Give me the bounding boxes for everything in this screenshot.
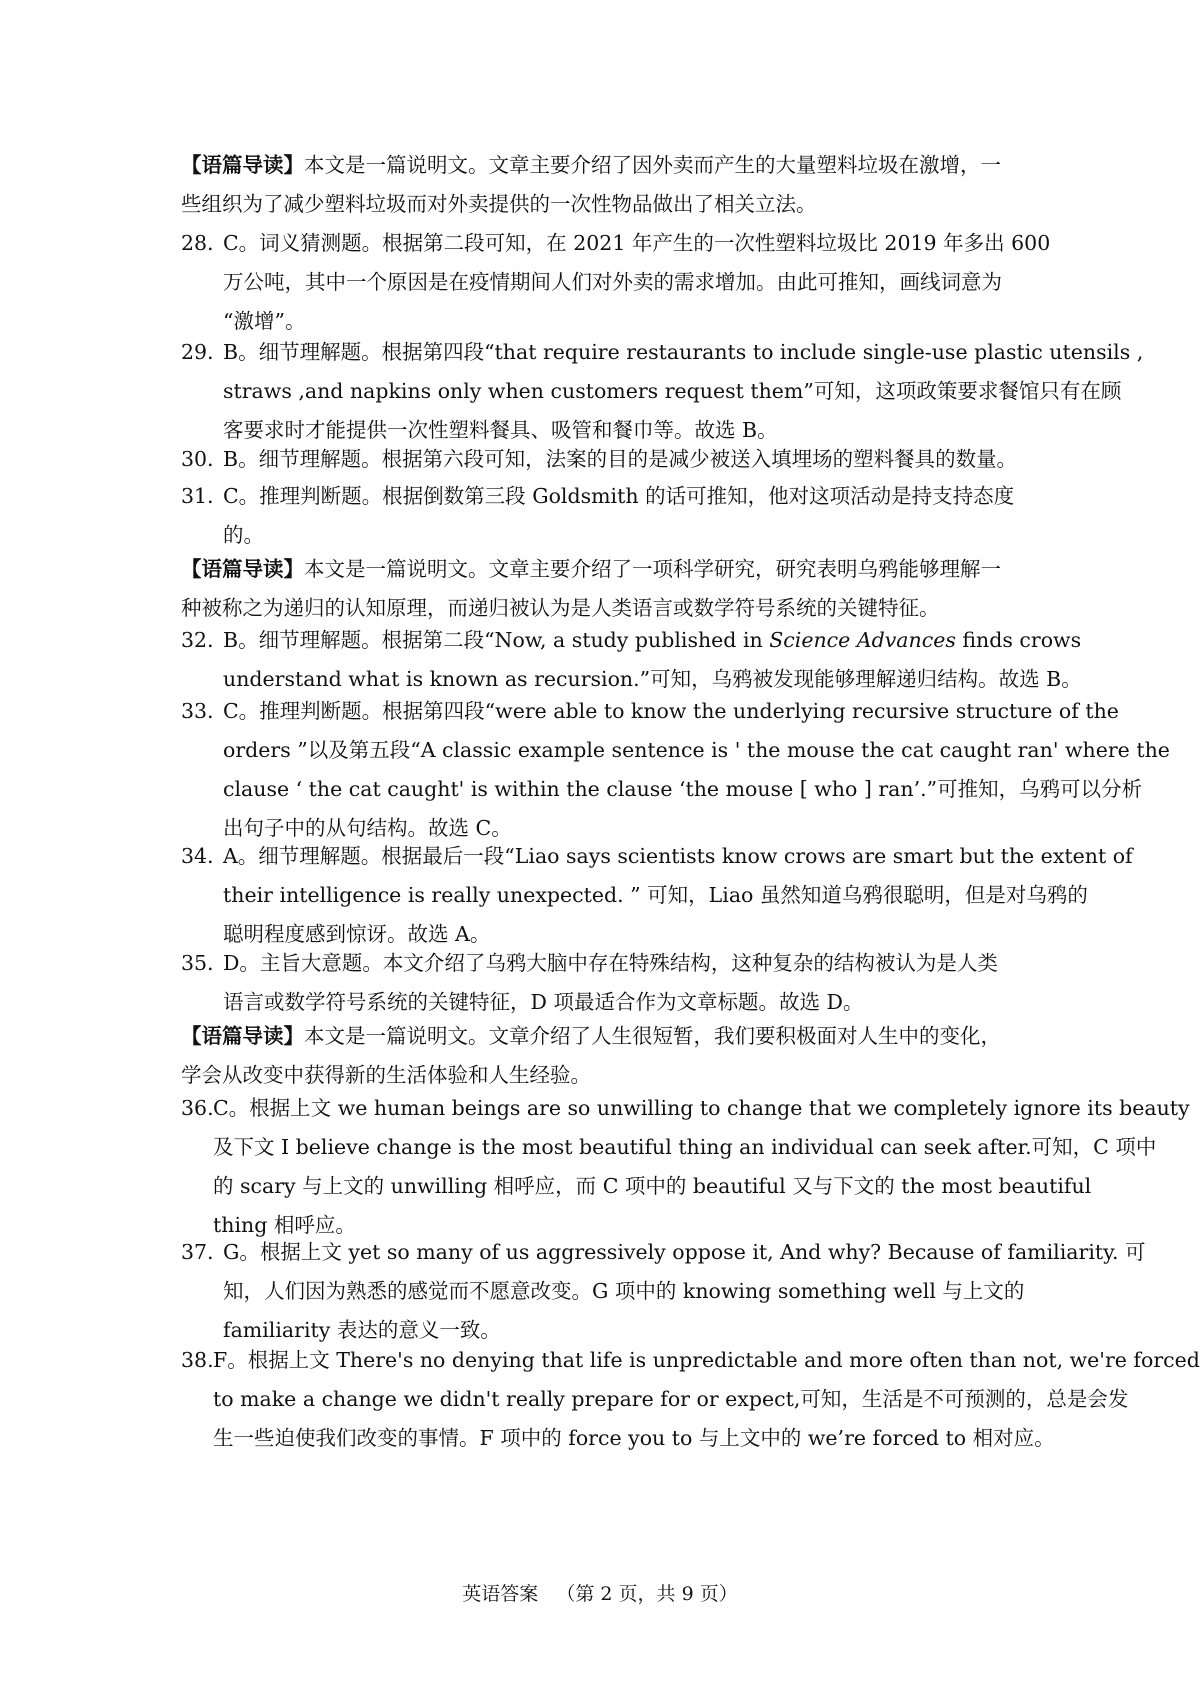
answer-text: D。主旨大意题。本文介绍了乌鸦大脑中存在特殊结构，这种复杂的结构被认为是人类 bbox=[223, 951, 998, 975]
answer-number: 35． bbox=[181, 951, 228, 975]
guide-text-line: 些组织为了减少塑料垃圾而对外卖提供的一次性物品做出了相关立法。 bbox=[181, 192, 817, 216]
journal-title: Science Advances bbox=[769, 628, 956, 652]
guide-text-line: 种被称之为递归的认知原理，而递归被认为是人类语言或数学符号系统的关键特征。 bbox=[181, 596, 940, 620]
answer-text: 客要求时才能提供一次性塑料餐具、吸管和餐巾等。故选 B。 bbox=[223, 418, 778, 442]
footer-subject: 英语答案 bbox=[462, 1583, 539, 1605]
answer-text: A。细节理解题。根据最后一段“Liao says scientists know crows are smart but the extent of bbox=[223, 844, 1133, 868]
guide-label: 【语篇导读】 bbox=[181, 557, 304, 581]
answer-text: 的。 bbox=[223, 523, 264, 547]
guide-label: 【语篇导读】 bbox=[181, 153, 304, 177]
answer-text: F。根据上文 There's no denying that life is unpredictable and more often than not, we're forced bbox=[213, 1348, 1200, 1372]
answer-number: 32． bbox=[181, 628, 228, 652]
reading-guide-1 bbox=[181, 146, 1026, 224]
guide-text-line: 本文是一篇说明文。文章主要介绍了一项科学研究，研究表明乌鸦能够理解一 bbox=[304, 557, 1001, 581]
answer-33 bbox=[181, 692, 1170, 848]
answer-text: 生一些迫使我们改变的事情。F 项中的 force you to 与上文中的 we’re forced to 相对应。 bbox=[213, 1426, 1055, 1450]
reading-guide-2 bbox=[181, 550, 1026, 628]
answer-text: orders ”以及第五段“A classic example sentence is ' the mouse the cat caught ran' where the bbox=[223, 738, 1170, 762]
guide-text-line: 学会从改变中获得新的生活体验和人生经验。 bbox=[181, 1063, 591, 1087]
page-footer bbox=[0, 1579, 1200, 1609]
footer-page-info: （第 2 页，共 9 页） bbox=[556, 1583, 738, 1605]
answer-number: 29． bbox=[181, 340, 228, 364]
answer-37 bbox=[181, 1233, 1146, 1350]
answer-text: “激增”。 bbox=[223, 309, 306, 333]
answer-text: 语言或数学符号系统的关键特征，D 项最适合作为文章标题。故选 D。 bbox=[223, 990, 864, 1014]
answer-text: understand what is known as recursion.”可知，乌鸦被发现能够理解递归结构。故选 B。 bbox=[223, 667, 1082, 691]
answer-text: 万公吨，其中一个原因是在疫情期间人们对外卖的需求增加。由此可推知，画线词意为 bbox=[223, 270, 1002, 294]
answer-text: B。细节理解题。根据第二段“Now, a study published in bbox=[223, 628, 770, 652]
answer-number: 28． bbox=[181, 231, 228, 255]
guide-text-line: 本文是一篇说明文。文章介绍了人生很短暂，我们要积极面对人生中的变化， bbox=[304, 1024, 1001, 1048]
answer-text: 出句子中的从句结构。故选 C。 bbox=[223, 816, 512, 840]
answer-35 bbox=[181, 944, 1026, 1022]
answer-36 bbox=[181, 1089, 1190, 1245]
answer-text: B。细节理解题。根据第六段可知，法案的目的是减少被送入填埋场的塑料餐具的数量。 bbox=[223, 447, 1018, 471]
answer-34 bbox=[181, 837, 1133, 954]
answer-number: 30． bbox=[181, 447, 228, 471]
answer-30 bbox=[181, 440, 1026, 479]
answer-29 bbox=[181, 333, 1144, 450]
answer-text: G。根据上文 yet so many of us aggressively oppose it, And why? Because of familiarity. 可 bbox=[223, 1240, 1146, 1264]
answer-number: 38. bbox=[181, 1348, 214, 1372]
answer-text: familiarity 表达的意义一致。 bbox=[223, 1318, 501, 1342]
answer-text: 及下文 I believe change is the most beautiful thing an individual can seek after.可知，C 项中 bbox=[213, 1135, 1157, 1159]
answer-number: 37． bbox=[181, 1240, 228, 1264]
reading-guide-3 bbox=[181, 1017, 1026, 1095]
answer-text: C。词义猜测题。根据第二段可知，在 2021 年产生的一次性塑料垃圾比 2019 年多出 600 bbox=[223, 231, 1051, 255]
answer-text: C。推理判断题。根据倒数第三段 Goldsmith 的话可推知，他对这项活动是持支持态度 bbox=[223, 484, 1015, 508]
answer-text: 的 scary 与上文的 unwilling 相呼应，而 C 项中的 beautiful 又与下文的 the most beautiful bbox=[213, 1174, 1092, 1198]
answer-text: to make a change we didn't really prepare for or expect,可知，生活是不可预测的，总是会发 bbox=[213, 1387, 1129, 1411]
answer-number: 33． bbox=[181, 699, 228, 723]
answer-text: clause ‘ the cat caught' is within the clause ‘the mouse [ who ] ran’.”可推知，乌鸦可以分析 bbox=[223, 777, 1143, 801]
answer-number: 36. bbox=[181, 1096, 214, 1120]
answer-text: 知，人们因为熟悉的感觉而不愿意改变。G 项中的 knowing something well 与上文的 bbox=[223, 1279, 1025, 1303]
answer-38 bbox=[181, 1341, 1200, 1458]
guide-text-line: 本文是一篇说明文。文章主要介绍了因外卖而产生的大量塑料垃圾在激增，一 bbox=[304, 153, 1001, 177]
answer-31 bbox=[181, 477, 1026, 555]
answer-number: 31． bbox=[181, 484, 228, 508]
answer-text: B。细节理解题。根据第四段“that require restaurants to include single-use plastic utensils , bbox=[223, 340, 1144, 364]
answer-text: C。根据上文 we human beings are so unwilling to change that we completely ignore its beauty bbox=[213, 1096, 1190, 1120]
answer-text: 聪明程度感到惊讶。故选 A。 bbox=[223, 922, 491, 946]
answer-number: 34． bbox=[181, 844, 228, 868]
answer-text: finds crows bbox=[955, 628, 1082, 652]
guide-label: 【语篇导读】 bbox=[181, 1024, 304, 1048]
answer-text: straws ,and napkins only when customers request them”可知，这项政策要求餐馆只有在顾 bbox=[223, 379, 1122, 403]
answer-28 bbox=[181, 224, 1051, 341]
answer-text: thing 相呼应。 bbox=[213, 1213, 356, 1237]
answer-text: C。推理判断题。根据第四段“were able to know the underlying recursive structure of the bbox=[223, 699, 1119, 723]
answer-text: their intelligence is really unexpected. ” 可知，Liao 虽然知道乌鸦很聪明，但是对乌鸦的 bbox=[223, 883, 1088, 907]
answer-32 bbox=[181, 621, 1082, 699]
